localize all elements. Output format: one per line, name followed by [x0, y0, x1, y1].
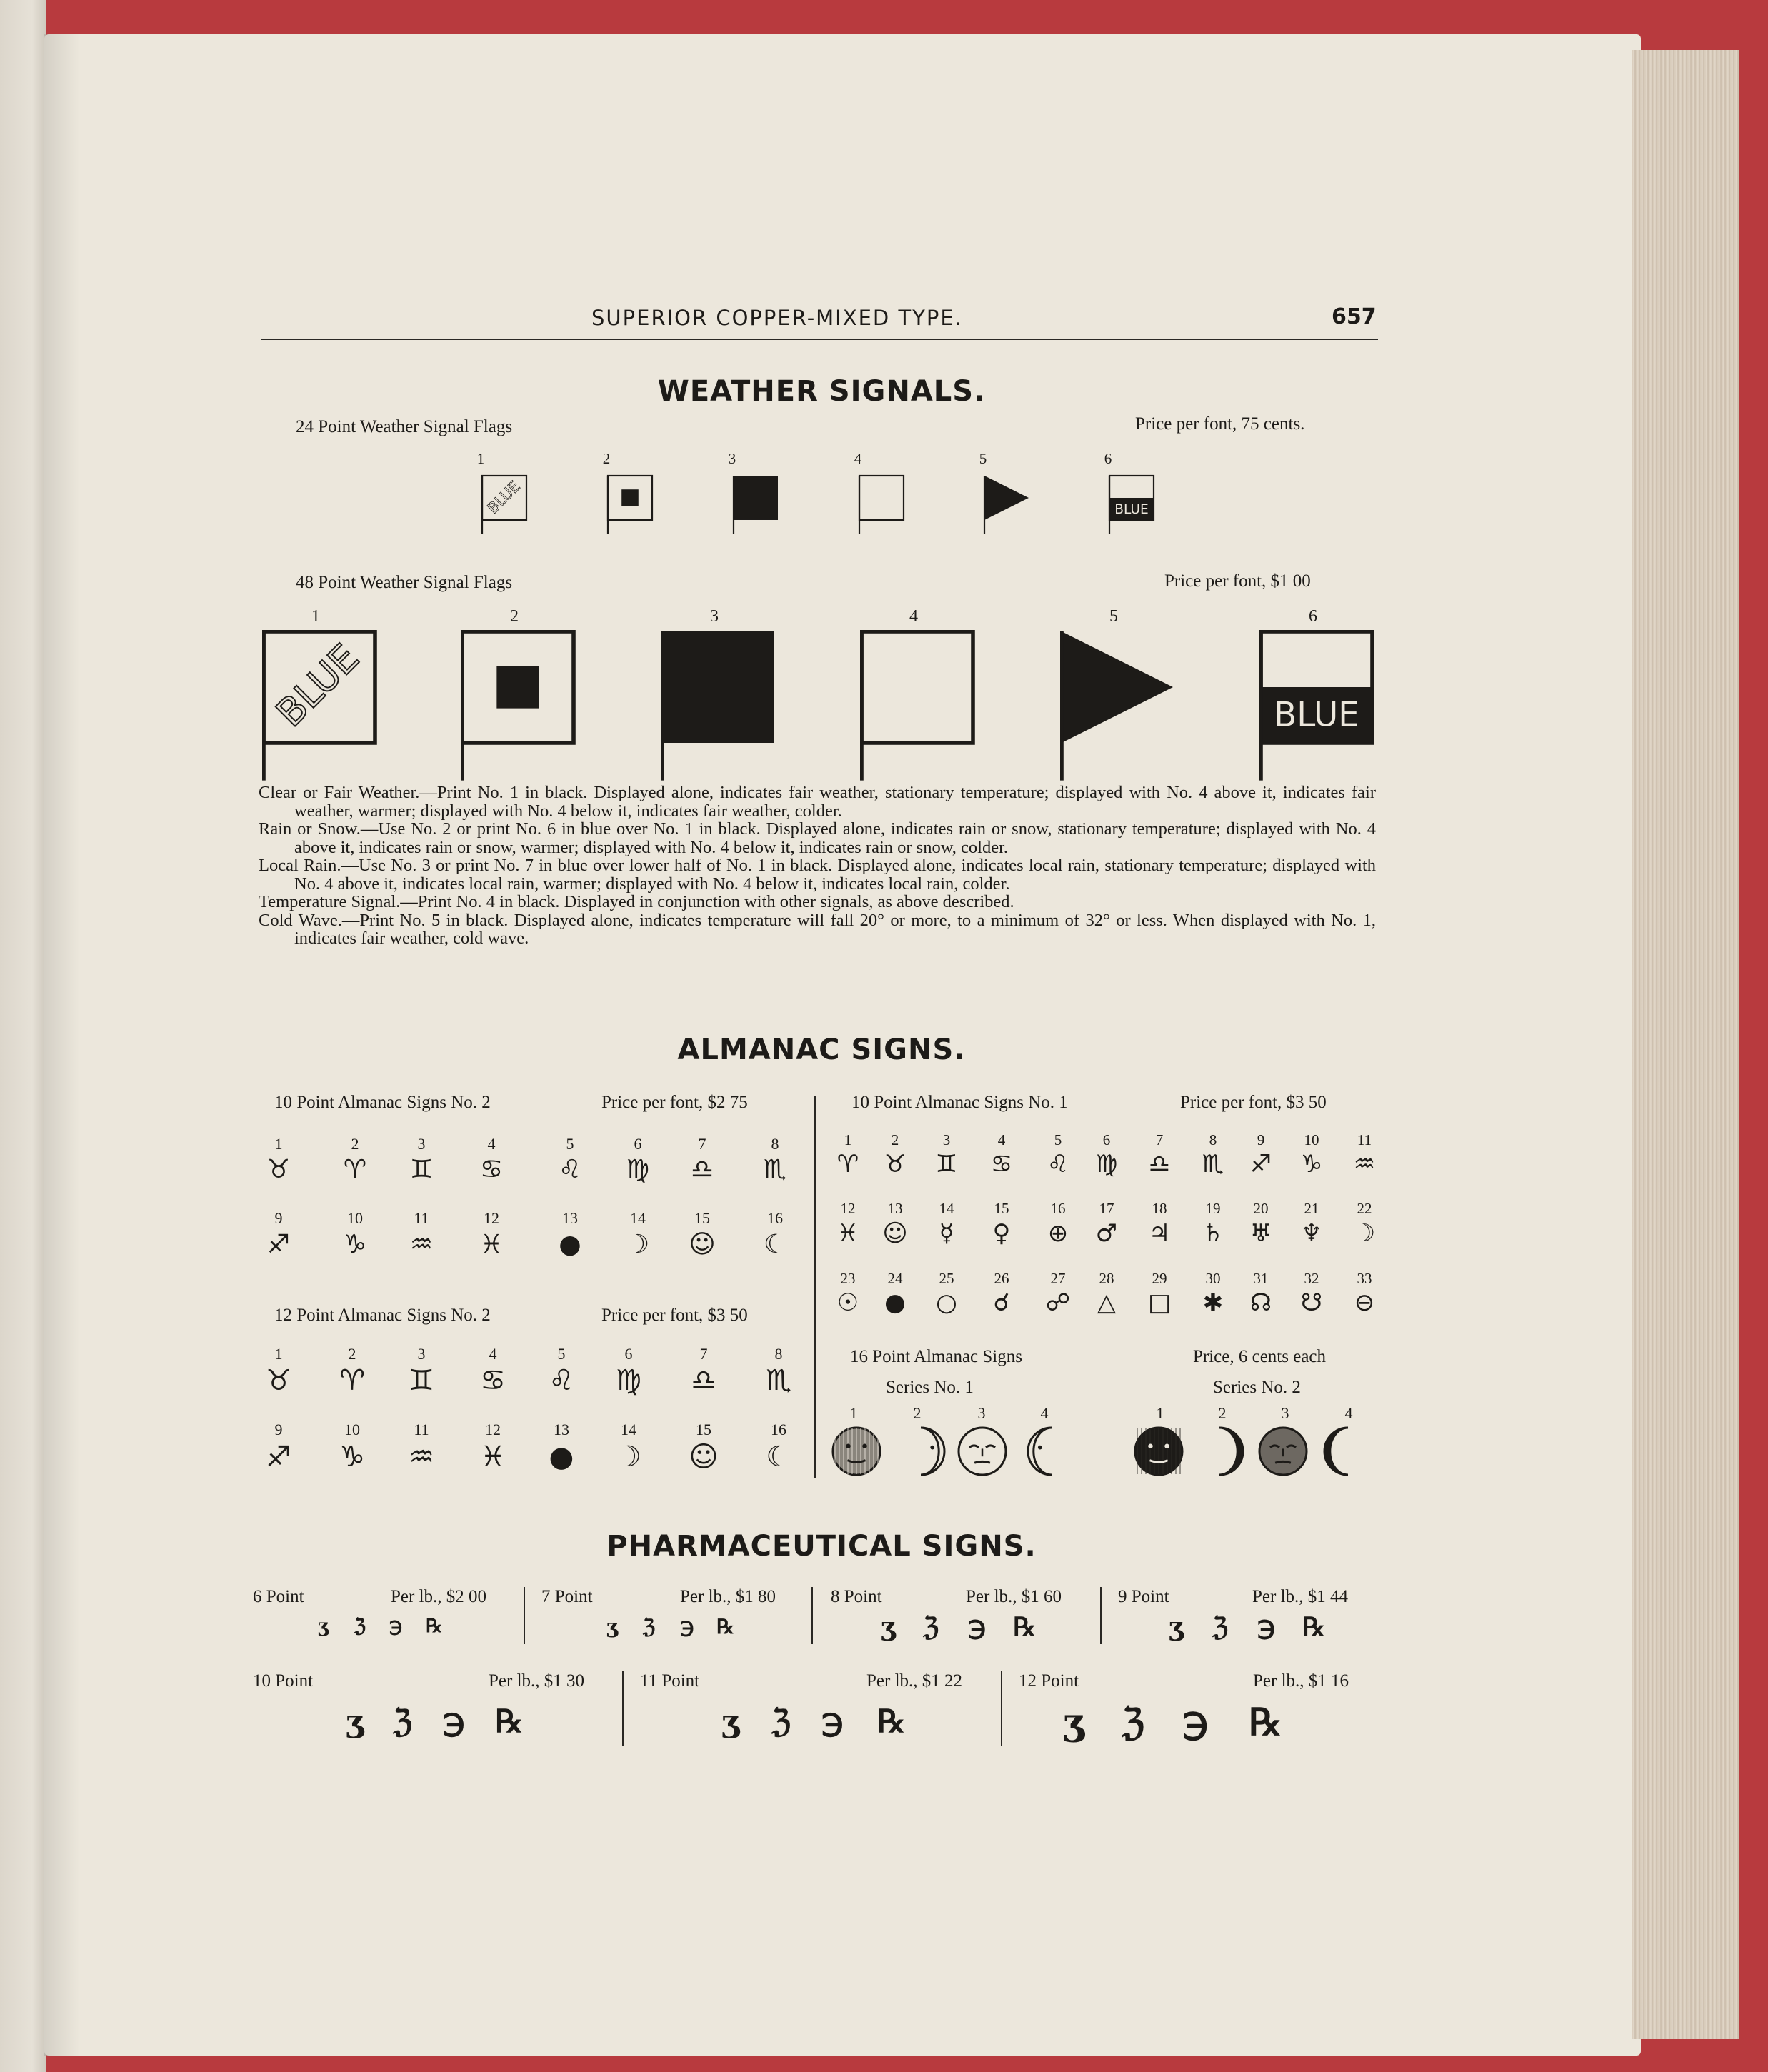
pharm-sign-icon: ℈ — [443, 1703, 465, 1740]
almanac-10pt-no1-sign-icon: ♃ — [1148, 1219, 1171, 1248]
almanac-10pt-no2-number: 7 — [698, 1135, 706, 1153]
header-rule — [261, 339, 1378, 340]
pharm-sign-icon: ℞ — [1302, 1612, 1326, 1642]
flag-number: 5 — [1109, 607, 1118, 626]
pharm-size-label: 12 Point — [1019, 1671, 1079, 1691]
almanac-10pt-no2-sign-icon: ♉ — [266, 1155, 291, 1184]
pharmaceutical-title: PHARMACEUTICAL SIGNS. — [606, 1530, 1037, 1563]
pharm-sign-icon: ℈ — [680, 1615, 694, 1638]
pharm-sign-icon: ℨ — [393, 1703, 413, 1740]
almanac-10pt-no1-sign-icon: ♐ — [1249, 1150, 1272, 1178]
pharm-size-label: 7 Point — [541, 1587, 593, 1606]
almanac-12pt-no2-number: 7 — [699, 1345, 708, 1363]
pharm-sign-icon: ℈ — [1257, 1612, 1276, 1642]
almanac-12pt-no2-sign-icon: ♉ — [266, 1364, 291, 1397]
almanac-10pt-no2-number: 1 — [274, 1135, 283, 1153]
almanac-10pt-no1-number: 6 — [1102, 1131, 1111, 1148]
series-1-label: Series No. 1 — [886, 1378, 974, 1397]
almanac-10pt-no2-number: 9 — [274, 1209, 283, 1227]
blue-half-flag-icon — [1259, 630, 1375, 784]
weather-descriptions — [259, 784, 1376, 948]
almanac-10pt-no1-number: 11 — [1357, 1131, 1372, 1148]
description-local-rain: Local Rain.—Use No. 3 or print No. 7 in blue over lower half of No. 1 in black. Displayed alone, indicates local rain, stationary temperature; displayed with No. 4 above it, indicates local rain, warmer; displayed with No. 4 below it, indicates local rain, colder. — [259, 856, 1376, 894]
cold-wave-flag-icon — [1060, 630, 1176, 784]
moon-face-icon — [1194, 1426, 1245, 1481]
svg-text:BLUE: BLUE — [1274, 696, 1359, 735]
almanac-10pt-no1-number: 1 — [844, 1131, 852, 1148]
almanac-10pt-no2-sign-icon: ♌ — [558, 1155, 582, 1184]
page-number: 657 — [1332, 304, 1377, 329]
moon-number: 3 — [1281, 1404, 1289, 1422]
pharm-sign-icon: ℞ — [1013, 1612, 1037, 1642]
almanac-10pt-no2-sign-icon: ♓ — [479, 1230, 504, 1259]
almanac-10pt-no1-number: 23 — [840, 1270, 856, 1287]
moon-face-icon — [1322, 1426, 1374, 1481]
almanac-10pt-no1-sign-icon: ○ — [936, 1288, 957, 1317]
clear-weather-flag-icon — [262, 630, 378, 784]
almanac-10pt-no2-number: 6 — [634, 1135, 642, 1153]
almanac-10pt-no2-sign-icon: ♎ — [690, 1155, 714, 1184]
flags24-label: 24 Point Weather Signal Flags — [296, 417, 513, 436]
moon-number: 2 — [1218, 1404, 1227, 1422]
almanac-10pt-no2-number: 14 — [630, 1209, 646, 1227]
almanac-12pt-no2-number: 8 — [774, 1345, 783, 1363]
almanac-10pt-no1-sign-icon: ☋ — [1300, 1288, 1323, 1317]
pharm-price-label: Per lb., $1 30 — [489, 1671, 585, 1691]
flag-number: 6 — [1309, 607, 1317, 626]
almanac-10pt-no2-sign-icon: ● — [559, 1230, 581, 1259]
almanac-10pt-no1-sign-icon: ♒ — [1353, 1150, 1376, 1178]
pharm-divider-4 — [622, 1671, 624, 1746]
moon-face-icon — [831, 1426, 882, 1481]
description-cold-wave: Cold Wave.—Print No. 5 in black. Displayed alone, indicates temperature will fall 20° or more, to a minimum of 32° or less. When displayed with No. 1, indicates fair weather, cold wave. — [259, 910, 1376, 948]
flags48-label: 48 Point Weather Signal Flags — [296, 573, 513, 592]
almanac-10pt-no1-number: 22 — [1357, 1200, 1372, 1217]
almanac-12pt-no2-sign-icon: ♏ — [766, 1364, 791, 1397]
almanac-10pt-no2-sign-icon: ♒ — [409, 1230, 434, 1259]
almanac-10pt-no1-number: 25 — [939, 1270, 954, 1287]
almanac-16pt-label: 16 Point Almanac Signs — [850, 1347, 1022, 1366]
moon-number: 3 — [977, 1404, 986, 1422]
almanac-10pt-no1-number: 7 — [1155, 1131, 1164, 1148]
almanac-10pt-no1-number: 15 — [994, 1200, 1009, 1217]
almanac-12pt-no2-sign-icon: ♌ — [549, 1364, 574, 1397]
pharm-divider-1 — [524, 1587, 525, 1644]
almanac-column-divider — [814, 1096, 816, 1478]
flag-number: 4 — [854, 450, 862, 467]
almanac-10pt-no2-number: 4 — [487, 1135, 496, 1153]
almanac-12pt-no2-price: Price per font, $3 50 — [601, 1306, 748, 1325]
almanac-10pt-no1-sign-icon: ● — [884, 1288, 906, 1317]
almanac-10pt-no1-sign-icon: ♌ — [1047, 1150, 1069, 1178]
flag-number: 5 — [979, 450, 987, 467]
almanac-10pt-no2-sign-icon: ♑ — [343, 1230, 367, 1259]
almanac-10pt-no2-sign-icon: ♊ — [409, 1155, 434, 1184]
almanac-10pt-no1-number: 18 — [1152, 1200, 1167, 1217]
almanac-10pt-no1-sign-icon: ☌ — [993, 1288, 1010, 1317]
almanac-10pt-no1-number: 12 — [840, 1200, 856, 1217]
almanac-10pt-no1-number: 32 — [1304, 1270, 1319, 1287]
pharm-sign-icon: ℨ — [1122, 1701, 1145, 1744]
pharm-sign-icon: ℞ — [877, 1703, 906, 1740]
series-2-label: Series No. 2 — [1213, 1378, 1301, 1397]
moon-number: 2 — [913, 1404, 922, 1422]
almanac-title: ALMANAC SIGNS. — [677, 1034, 966, 1066]
almanac-12pt-no2-number: 6 — [624, 1345, 633, 1363]
almanac-12pt-no2-number: 9 — [274, 1421, 283, 1438]
almanac-10pt-no1-sign-icon: ♂ — [1095, 1219, 1118, 1248]
almanac-16pt-price: Price, 6 cents each — [1193, 1347, 1327, 1366]
almanac-12pt-no2-sign-icon: ♍ — [616, 1364, 641, 1397]
almanac-12pt-no2-number: 2 — [348, 1345, 356, 1363]
pharm-price-label: Per lb., $1 16 — [1253, 1671, 1349, 1691]
moon-number: 1 — [849, 1404, 858, 1422]
flags48-price: Price per font, $1 00 — [1164, 571, 1311, 591]
almanac-12pt-no2-number: 10 — [344, 1421, 360, 1438]
moon-face-icon — [895, 1426, 947, 1481]
pharm-sign-icon: ℈ — [821, 1703, 844, 1740]
pharm-sign-icon: ℨ — [771, 1703, 791, 1740]
flag-number: 6 — [1104, 450, 1112, 467]
almanac-10pt-no1-number: 17 — [1099, 1200, 1114, 1217]
pharm-price-label: Per lb., $1 60 — [966, 1587, 1062, 1606]
pharm-sign-icon: ℨ — [923, 1612, 939, 1642]
almanac-12pt-no2-sign-icon: ☽ — [616, 1441, 641, 1473]
almanac-10pt-no1-number: 21 — [1304, 1200, 1319, 1217]
almanac-12pt-no2-number: 13 — [554, 1421, 569, 1438]
almanac-10pt-no2-number: 13 — [562, 1209, 578, 1227]
pharm-divider-5 — [1001, 1671, 1002, 1746]
flag-number: 3 — [728, 450, 736, 467]
almanac-12pt-no2-sign-icon: ♒ — [409, 1441, 434, 1473]
almanac-10pt-no2-number: 11 — [414, 1209, 429, 1227]
almanac-10pt-no1-number: 3 — [942, 1131, 951, 1148]
almanac-10pt-no1-sign-icon: ♀ — [992, 1219, 1011, 1248]
description-clear: Clear or Fair Weather.—Print No. 1 in black. Displayed alone, indicates fair weather, stationary temperature; displayed with No. 4 above it, indicates fair weather, warmer; displayed with No. 4 below it, indicates fair weather, colder. — [259, 783, 1376, 821]
moon-face-icon — [1257, 1426, 1309, 1481]
flag-number: 1 — [476, 450, 485, 467]
almanac-10pt-no1-sign-icon: □ — [1147, 1288, 1172, 1317]
almanac-10pt-no1-sign-icon: ☺ — [882, 1219, 908, 1248]
almanac-10pt-no1-number: 24 — [887, 1270, 903, 1287]
almanac-10pt-no2-sign-icon: ♐ — [266, 1230, 291, 1259]
almanac-10pt-no1-sign-icon: ☍ — [1045, 1288, 1071, 1317]
moon-face-icon — [1133, 1426, 1184, 1481]
flag-number: 2 — [510, 607, 519, 626]
pharm-price-label: Per lb., $2 00 — [391, 1587, 487, 1606]
almanac-12pt-no2-sign-icon: ♈ — [339, 1364, 365, 1397]
moon-number: 4 — [1040, 1404, 1049, 1422]
clear-weather-flag-icon — [481, 474, 529, 537]
almanac-10pt-no1-sign-icon: ☊ — [1249, 1288, 1272, 1317]
pharm-sign-icon: ℞ — [1249, 1701, 1282, 1744]
almanac-10pt-no1-number: 9 — [1257, 1131, 1265, 1148]
almanac-10pt-no1-sign-icon: ♆ — [1300, 1219, 1323, 1248]
pharm-price-label: Per lb., $1 22 — [866, 1671, 963, 1691]
almanac-10pt-no1-price: Price per font, $3 50 — [1180, 1093, 1327, 1112]
almanac-12pt-no2-number: 15 — [696, 1421, 711, 1438]
pharm-price-label: Per lb., $1 80 — [680, 1587, 776, 1606]
flag-number: 1 — [311, 607, 320, 626]
pharm-divider-3 — [1100, 1587, 1102, 1644]
almanac-10pt-no2-number: 2 — [351, 1135, 359, 1153]
page-block-edge — [1632, 50, 1739, 2039]
page-gutter-shadow — [44, 34, 80, 2056]
moon-face-icon — [957, 1426, 1008, 1481]
svg-text:BLUE: BLUE — [267, 635, 368, 736]
almanac-10pt-no1-sign-icon: ♋ — [990, 1150, 1013, 1178]
almanac-10pt-no2-sign-icon: ☾ — [763, 1230, 787, 1259]
pharm-sign-icon: ℨ — [1212, 1612, 1229, 1642]
almanac-10pt-no1-number: 16 — [1050, 1200, 1066, 1217]
almanac-10pt-no2-number: 10 — [347, 1209, 363, 1227]
almanac-10pt-no1-sign-icon: ♅ — [1249, 1219, 1272, 1248]
pharm-sign-icon: ℨ — [354, 1616, 366, 1637]
pharm-sign-icon: ℞ — [426, 1616, 443, 1637]
almanac-10pt-no1-number: 26 — [994, 1270, 1009, 1287]
pharm-sign-icon: ℈ — [389, 1616, 403, 1637]
almanac-10pt-no1-sign-icon: ♑ — [1300, 1150, 1323, 1178]
almanac-12pt-no2-number: 14 — [621, 1421, 636, 1438]
pharm-size-label: 11 Point — [640, 1671, 700, 1691]
almanac-10pt-no1-sign-icon: ♄ — [1202, 1219, 1224, 1248]
almanac-12pt-no2-sign-icon: ♋ — [480, 1364, 506, 1397]
almanac-10pt-no1-number: 10 — [1304, 1131, 1319, 1148]
pharm-sign-icon: ℈ — [968, 1612, 987, 1642]
cold-wave-flag-icon — [983, 474, 1032, 537]
pharm-sign-icon: ʒ — [721, 1703, 739, 1740]
almanac-10pt-no2-number: 15 — [694, 1209, 710, 1227]
almanac-10pt-no1-sign-icon: ⊕ — [1047, 1219, 1069, 1248]
pharm-sign-icon: ℨ — [643, 1615, 656, 1638]
almanac-10pt-no2-number: 16 — [767, 1209, 783, 1227]
moon-number: 4 — [1344, 1404, 1353, 1422]
almanac-12pt-no2-sign-icon: ● — [549, 1441, 574, 1473]
almanac-12pt-no2-number: 11 — [414, 1421, 429, 1438]
pharm-sign-icon: ʒ — [606, 1615, 618, 1638]
local-rain-flag-icon — [732, 474, 781, 537]
temperature-flag-icon — [858, 474, 907, 537]
almanac-10pt-no1-number: 27 — [1050, 1270, 1066, 1287]
almanac-10pt-no1-sign-icon: ♉ — [884, 1150, 907, 1178]
almanac-12pt-no2-label: 12 Point Almanac Signs No. 2 — [274, 1306, 491, 1325]
pharm-size-label: 9 Point — [1118, 1587, 1169, 1606]
almanac-10pt-no1-sign-icon: ☽ — [1353, 1219, 1376, 1248]
flag-number: 2 — [602, 450, 611, 467]
pharm-price-label: Per lb., $1 44 — [1252, 1587, 1349, 1606]
pharm-sign-icon: ʒ — [346, 1703, 364, 1740]
almanac-10pt-no2-sign-icon: ♍ — [626, 1155, 650, 1184]
almanac-10pt-no1-number: 20 — [1253, 1200, 1269, 1217]
moon-face-icon — [1026, 1426, 1077, 1481]
almanac-10pt-no1-sign-icon: ✱ — [1202, 1288, 1224, 1317]
almanac-10pt-no1-sign-icon: ♍ — [1095, 1150, 1118, 1178]
almanac-10pt-no1-number: 2 — [891, 1131, 899, 1148]
pharm-size-label: 6 Point — [253, 1587, 304, 1606]
pharm-sign-icon: ʒ — [318, 1616, 329, 1637]
almanac-10pt-no1-number: 19 — [1205, 1200, 1221, 1217]
almanac-10pt-no1-sign-icon: ♊ — [935, 1150, 958, 1178]
running-title: SUPERIOR COPPER-MIXED TYPE. — [591, 306, 963, 330]
almanac-12pt-no2-number: 4 — [489, 1345, 497, 1363]
almanac-10pt-no2-number: 12 — [484, 1209, 499, 1227]
almanac-10pt-no2-sign-icon: ♋ — [479, 1155, 504, 1184]
almanac-10pt-no1-number: 13 — [887, 1200, 903, 1217]
almanac-10pt-no2-label: 10 Point Almanac Signs No. 2 — [274, 1093, 491, 1112]
almanac-10pt-no1-sign-icon: ♓ — [836, 1219, 859, 1248]
pharm-divider-2 — [811, 1587, 813, 1644]
almanac-12pt-no2-number: 1 — [274, 1345, 283, 1363]
almanac-10pt-no1-sign-icon: ♏ — [1202, 1150, 1224, 1178]
almanac-10pt-no1-sign-icon: △ — [1097, 1288, 1117, 1317]
flag-number: 4 — [909, 607, 918, 626]
almanac-10pt-no2-sign-icon: ♏ — [763, 1155, 787, 1184]
almanac-10pt-no2-sign-icon: ☺ — [689, 1230, 716, 1259]
almanac-10pt-no1-sign-icon: ⊖ — [1354, 1288, 1375, 1317]
almanac-10pt-no2-sign-icon: ♈ — [343, 1155, 367, 1184]
almanac-12pt-no2-sign-icon: ♎ — [691, 1364, 716, 1397]
almanac-12pt-no2-sign-icon: ☺ — [689, 1441, 719, 1473]
almanac-10pt-no1-label: 10 Point Almanac Signs No. 1 — [851, 1093, 1068, 1112]
almanac-12pt-no2-number: 3 — [417, 1345, 426, 1363]
almanac-12pt-no2-sign-icon: ♐ — [266, 1441, 291, 1473]
almanac-12pt-no2-sign-icon: ♑ — [339, 1441, 365, 1473]
moon-number: 1 — [1156, 1404, 1164, 1422]
pharm-sign-icon: ʒ — [1063, 1701, 1084, 1744]
pharm-sign-icon: ʒ — [881, 1612, 896, 1642]
almanac-12pt-no2-sign-icon: ☾ — [766, 1441, 791, 1473]
almanac-10pt-no1-number: 30 — [1205, 1270, 1221, 1287]
blue-half-flag-icon — [1108, 474, 1157, 537]
almanac-10pt-no1-number: 29 — [1152, 1270, 1167, 1287]
pharm-sign-icon: ℈ — [1182, 1701, 1209, 1744]
pharm-sign-icon: ℞ — [495, 1703, 524, 1740]
temperature-flag-icon — [860, 630, 976, 784]
almanac-10pt-no2-number: 5 — [566, 1135, 574, 1153]
almanac-12pt-no2-sign-icon: ♓ — [480, 1441, 506, 1473]
facing-page-edge — [0, 0, 46, 2072]
almanac-10pt-no1-number: 8 — [1209, 1131, 1217, 1148]
pharm-sign-icon: ʒ — [1169, 1612, 1184, 1642]
almanac-10pt-no1-number: 5 — [1054, 1131, 1062, 1148]
almanac-10pt-no2-sign-icon: ☽ — [626, 1230, 650, 1259]
almanac-10pt-no2-number: 8 — [771, 1135, 779, 1153]
description-rain: Rain or Snow.—Use No. 2 or print No. 6 in blue over No. 1 in black. Displayed alone, indicates rain or snow, stationary temperature; displayed with No. 4 above it, indicates rain or snow, warmer; displayed with No. 4 below it, indicates rain or snow, colder. — [259, 819, 1376, 857]
pharm-size-label: 10 Point — [253, 1671, 314, 1691]
almanac-10pt-no1-sign-icon: ☉ — [836, 1288, 859, 1317]
flag-number: 3 — [710, 607, 719, 626]
almanac-12pt-no2-number: 12 — [485, 1421, 501, 1438]
almanac-10pt-no1-sign-icon: ♈ — [836, 1150, 859, 1178]
almanac-10pt-no2-price: Price per font, $2 75 — [601, 1093, 748, 1112]
almanac-10pt-no1-number: 4 — [997, 1131, 1006, 1148]
rain-snow-flag-icon — [606, 474, 655, 537]
almanac-12pt-no2-number: 5 — [557, 1345, 566, 1363]
almanac-12pt-no2-sign-icon: ♊ — [409, 1364, 434, 1397]
almanac-10pt-no1-sign-icon: ☿ — [939, 1219, 954, 1248]
almanac-12pt-no2-number: 16 — [771, 1421, 786, 1438]
almanac-10pt-no1-number: 33 — [1357, 1270, 1372, 1287]
description-temperature: Temperature Signal.—Print No. 4 in black. Displayed in conjunction with other signals, as above described. — [259, 892, 1014, 911]
pharm-size-label: 8 Point — [831, 1587, 882, 1606]
rain-snow-flag-icon — [461, 630, 576, 784]
local-rain-flag-icon — [661, 630, 776, 784]
weather-title: WEATHER SIGNALS. — [657, 375, 986, 408]
almanac-10pt-no2-number: 3 — [417, 1135, 426, 1153]
pharm-sign-icon: ℞ — [716, 1615, 735, 1638]
flags24-price: Price per font, 75 cents. — [1135, 414, 1305, 434]
almanac-10pt-no1-number: 31 — [1253, 1270, 1269, 1287]
svg-text:BLUE: BLUE — [1114, 502, 1149, 518]
svg-text:BLUE: BLUE — [484, 477, 524, 517]
almanac-10pt-no1-number: 14 — [939, 1200, 954, 1217]
almanac-10pt-no1-number: 28 — [1099, 1270, 1114, 1287]
almanac-10pt-no1-sign-icon: ♎ — [1148, 1150, 1171, 1178]
